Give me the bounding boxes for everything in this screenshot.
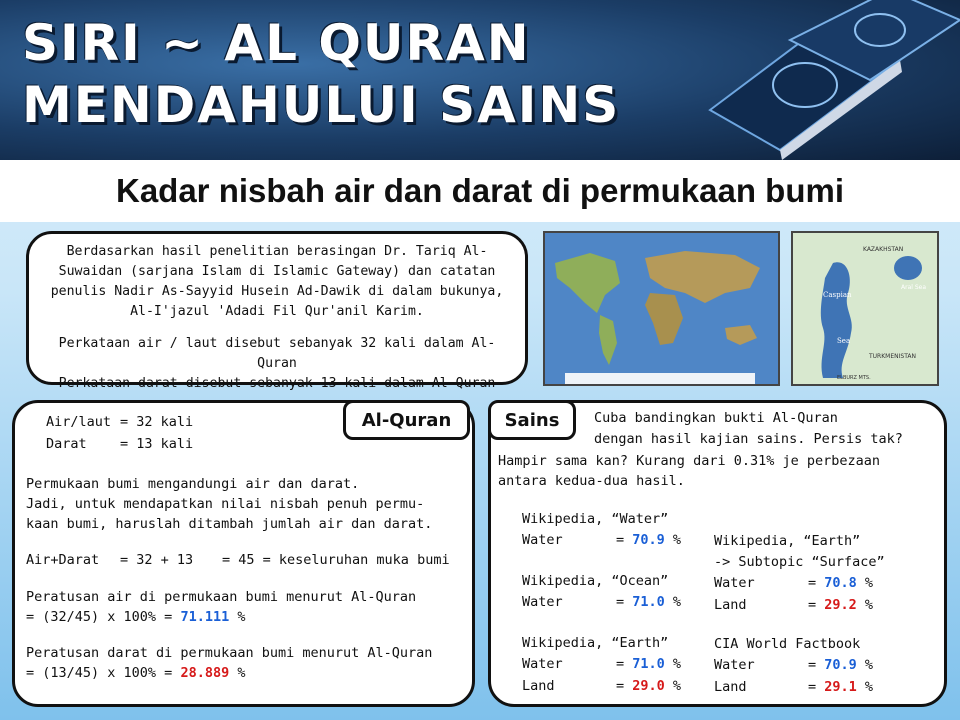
air-pct-title: Peratusan air di permukaan bumi menurut Al-Quran xyxy=(26,589,417,605)
map-label: KAZAKHSTAN xyxy=(863,246,904,253)
source-row-value: = 29.0 % xyxy=(616,678,682,694)
intro-panel xyxy=(26,231,528,391)
source-row-value: = 70.9 % xyxy=(808,657,874,673)
page-subtitle: Kadar nisbah air dan darat di permukaan bumi xyxy=(115,172,844,209)
air-pct-value: 71.111 xyxy=(180,609,230,625)
darat-value: = 13 kali xyxy=(120,436,194,452)
source-row-value: = 29.2 % xyxy=(808,597,874,613)
air-value: = 32 kali xyxy=(120,414,194,430)
air-label: Air/laut xyxy=(46,414,112,430)
map-label: Sea xyxy=(837,337,851,345)
source-title: Wikipedia, “Water” xyxy=(522,511,669,527)
map-label: ELBURZ MTS. xyxy=(837,375,871,381)
darat-pct-line: = (13/45) x 100% = 28.889 % xyxy=(26,665,246,681)
intro-line: penulis Nadir As-Sayyid Husein Ad-Dawik di dalam bukunya, xyxy=(50,284,504,299)
banner-title-line2: MENDAHULUI SAINS xyxy=(22,76,621,134)
map-label: Caspian xyxy=(823,291,852,299)
intro-line: Al-I'jazul 'Adadi Fil Qur'anil Karim. xyxy=(130,304,424,319)
subtitle-bar xyxy=(0,160,960,222)
banner-title-line1: SIRI ~ AL QURAN xyxy=(22,14,531,72)
source-row-label: Land xyxy=(714,597,747,613)
map-label: TURKMENISTAN xyxy=(869,353,916,360)
source-row-value: = 71.0 % xyxy=(616,656,682,672)
source-row-value: = 71.0 % xyxy=(616,594,682,610)
source-title: Wikipedia, “Earth” xyxy=(714,533,861,549)
intro-line: Berdasarkan hasil penelitian berasingan Dr. Tariq Al- xyxy=(66,244,488,259)
world-map-image xyxy=(543,231,780,386)
darat-pct-value: 28.889 xyxy=(180,665,230,681)
quran-tag: Al-Quran xyxy=(343,400,470,440)
sains-note-line: antara kedua-dua hasil. xyxy=(498,473,685,489)
quran-para-line: Jadi, untuk mendapatkan nilai nisbah penuh permu- xyxy=(26,496,425,512)
sum-result: = 45 = keseluruhan muka bumi xyxy=(222,552,450,568)
sains-note-line: Hampir sama kan? Kurang dari 0.31% je perbezaan xyxy=(498,453,881,469)
map-label: Aral Sea xyxy=(901,284,926,291)
source-row-label: Land xyxy=(522,678,555,694)
air-pct-line: = (32/45) x 100% = 71.111 % xyxy=(26,609,246,625)
source-row-label: Land xyxy=(714,679,747,695)
caspian-map-image xyxy=(791,231,939,386)
sum-expr: = 32 + 13 xyxy=(120,552,194,568)
intro-count-line: Perkataan air / laut disebut sebanyak 32 kali dalam Al-Quran xyxy=(58,336,496,371)
sains-tag: Sains xyxy=(488,400,576,440)
sains-intro-line: dengan hasil kajian sains. Persis tak? xyxy=(594,431,903,447)
source-row-value: = 70.9 % xyxy=(616,532,682,548)
source-row-label: Water xyxy=(522,656,563,672)
source-row-label: Water xyxy=(714,575,755,591)
intro-count-line: Perkataan darat disebut sebanyak 13 kali dalam Al-Quran xyxy=(58,376,496,391)
darat-pct-title: Peratusan darat di permukaan bumi menurut Al-Quran xyxy=(26,645,433,661)
intro-line: Suwaidan (sarjana Islam di Islamic Gateway) dan catatan xyxy=(58,264,496,279)
source-subtitle: -> Subtopic “Surface” xyxy=(714,554,885,570)
source-row-value: = 29.1 % xyxy=(808,679,874,695)
quran-para-line: kaan bumi, haruslah ditambah jumlah air dan darat. xyxy=(26,516,433,532)
source-row-label: Water xyxy=(714,657,755,673)
sains-intro-line: Cuba bandingkan bukti Al-Quran xyxy=(594,410,838,426)
source-row-value: = 70.8 % xyxy=(808,575,874,591)
quran-para-line: Permukaan bumi mengandungi air dan darat. xyxy=(26,476,360,492)
source-row-label: Water xyxy=(522,532,563,548)
source-title: CIA World Factbook xyxy=(714,636,861,652)
quran-book-image xyxy=(640,0,960,160)
darat-label: Darat xyxy=(46,436,87,452)
source-row-label: Water xyxy=(522,594,563,610)
sum-label: Air+Darat xyxy=(26,552,100,568)
source-title: Wikipedia, “Ocean” xyxy=(522,573,669,589)
header-banner xyxy=(0,0,960,160)
source-title: Wikipedia, “Earth” xyxy=(522,635,669,651)
